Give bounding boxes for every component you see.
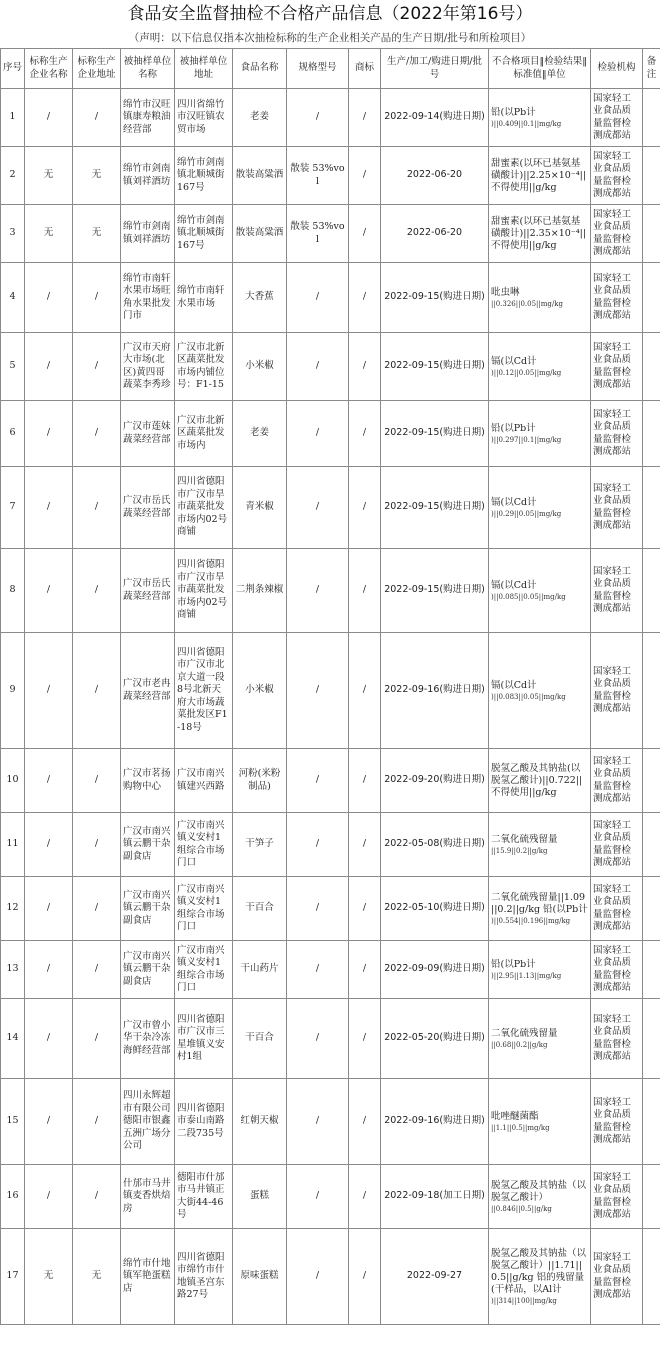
result-values: )||0.12||0.05||mg/kg: [491, 368, 562, 377]
cell-spec: 散装 53%vol: [287, 205, 349, 263]
result-item: 吡虫啉: [491, 286, 520, 298]
cell-result: [489, 549, 591, 633]
cell-note: [643, 401, 660, 467]
result-values: )||2.95||1.13||mg/kg: [491, 971, 562, 980]
cell-no: 17: [1, 1229, 25, 1325]
cell-brand: /: [349, 205, 381, 263]
cell-mfr: /: [25, 877, 73, 941]
cell-lab: 国家轻工业食品质量监督检测成都站: [591, 333, 643, 401]
cell-unit-addr: 广汉市南兴镇义安村1组综合市场门口: [175, 941, 233, 999]
cell-lab: 国家轻工业食品质量监督检测成都站: [591, 1079, 643, 1165]
table-row: [1, 333, 660, 401]
cell-brand: /: [349, 749, 381, 813]
result-item: 镉(以Cd计: [491, 579, 537, 591]
cell-mfr-addr: /: [73, 549, 121, 633]
cell-brand: /: [349, 1079, 381, 1165]
cell-food: 二荆条辣椒: [233, 549, 287, 633]
cell-lab: 国家轻工业食品质量监督检测成都站: [591, 205, 643, 263]
cell-brand: /: [349, 1165, 381, 1229]
cell-date: 2022-09-16(购进日期): [381, 1079, 489, 1165]
result-values: )||0.297||0.1||mg/kg: [491, 435, 562, 444]
result-item: 吡唑醚菌酯: [491, 1110, 539, 1122]
cell-food: 红朝天椒: [233, 1079, 287, 1165]
cell-note: [643, 1229, 660, 1325]
cell-result: [489, 1079, 591, 1165]
cell-note: [643, 205, 660, 263]
page-title: 食品安全监督抽检不合格产品信息（2022年第16号）: [127, 4, 533, 24]
cell-mfr: /: [25, 1165, 73, 1229]
result-item: 镉(以Cd计: [491, 496, 537, 508]
result-item: 铅(以Pb计: [491, 106, 536, 118]
cell-mfr: /: [25, 749, 73, 813]
result-values: ||0.846||0.5||g/kg: [491, 1204, 552, 1213]
table-row: [1, 999, 660, 1079]
cell-unit-addr: 绵竹市南轩水果市场: [175, 263, 233, 333]
cell-spec: /: [287, 549, 349, 633]
cell-brand: /: [349, 941, 381, 999]
table-row: [1, 813, 660, 877]
cell-note: [643, 549, 660, 633]
cell-food: 河粉(米粉制品): [233, 749, 287, 813]
cell-result: [489, 89, 591, 147]
cell-no: 7: [1, 467, 25, 549]
table-row: [1, 401, 660, 467]
cell-unit-addr: 四川省德阳市泰山南路二段735号: [175, 1079, 233, 1165]
cell-note: [643, 147, 660, 205]
cell-no: 10: [1, 749, 25, 813]
cell-note: [643, 813, 660, 877]
cell-unit: 四川永辉超市有限公司德阳市银鑫五洲广场分公司: [121, 1079, 175, 1165]
cell-brand: /: [349, 877, 381, 941]
table-row: [1, 1229, 660, 1325]
table-row: [1, 147, 660, 205]
result-values: )||0.083||0.05||mg/kg: [491, 692, 566, 701]
cell-mfr-addr: /: [73, 749, 121, 813]
col-header-mfr: 标称生产企业名称: [25, 49, 73, 89]
result-item: 脱氢乙酸及其钠盐(以脱氢乙酸计)||0.722||不得使用||g/kg: [491, 762, 583, 798]
cell-no: 15: [1, 1079, 25, 1165]
col-header-no: 序号: [1, 49, 25, 89]
cell-note: [643, 467, 660, 549]
col-header-brand: 商标: [349, 49, 381, 89]
cell-unit: 广汉市南兴镇云鹏干杂副食店: [121, 813, 175, 877]
cell-unit-addr: 四川省德阳市广汉市旱市蔬菜批发市场内02号商铺: [175, 467, 233, 549]
cell-date: 2022-09-15(购进日期): [381, 263, 489, 333]
cell-spec: /: [287, 401, 349, 467]
cell-mfr-addr: /: [73, 89, 121, 147]
cell-unit-addr: 四川省德阳市广汉市三星堆镇义安村1组: [175, 999, 233, 1079]
cell-result: [489, 147, 591, 205]
cell-result: [489, 749, 591, 813]
cell-note: [643, 877, 660, 941]
cell-food: 干百合: [233, 877, 287, 941]
cell-no: 2: [1, 147, 25, 205]
table-body: [1, 89, 660, 1325]
cell-spec: 散装 53%vol: [287, 147, 349, 205]
cell-lab: 国家轻工业食品质量监督检测成都站: [591, 1229, 643, 1325]
cell-lab: 国家轻工业食品质量监督检测成都站: [591, 549, 643, 633]
table-row: [1, 749, 660, 813]
cell-brand: /: [349, 401, 381, 467]
cell-food: 干笋子: [233, 813, 287, 877]
cell-mfr: 无: [25, 205, 73, 263]
cell-spec: /: [287, 333, 349, 401]
cell-mfr: 无: [25, 147, 73, 205]
cell-mfr-addr: 无: [73, 1229, 121, 1325]
cell-no: 12: [1, 877, 25, 941]
cell-no: 4: [1, 263, 25, 333]
cell-unit: 绵竹市剑南镇刘祥酒坊: [121, 205, 175, 263]
cell-mfr: /: [25, 1079, 73, 1165]
cell-result: [489, 813, 591, 877]
cell-date: 2022-09-27: [381, 1229, 489, 1325]
cell-food: 老姜: [233, 89, 287, 147]
cell-lab: 国家轻工业食品质量监督检测成都站: [591, 999, 643, 1079]
cell-brand: /: [349, 633, 381, 749]
cell-brand: /: [349, 263, 381, 333]
cell-unit: 什邡市马井镇麦香烘焙房: [121, 1165, 175, 1229]
cell-brand: /: [349, 147, 381, 205]
cell-food: 老姜: [233, 401, 287, 467]
cell-no: 9: [1, 633, 25, 749]
cell-mfr-addr: /: [73, 941, 121, 999]
cell-result: [489, 877, 591, 941]
cell-mfr-addr: /: [73, 633, 121, 749]
cell-unit: 广汉市南兴镇云鹏干杂副食店: [121, 941, 175, 999]
cell-food: 干山药片: [233, 941, 287, 999]
cell-mfr: /: [25, 813, 73, 877]
cell-result: [489, 999, 591, 1079]
cell-spec: /: [287, 467, 349, 549]
col-header-food: 食品名称: [233, 49, 287, 89]
cell-food: 散装高粱酒: [233, 147, 287, 205]
cell-result: [489, 941, 591, 999]
cell-date: 2022-09-18(加工日期): [381, 1165, 489, 1229]
cell-spec: /: [287, 877, 349, 941]
cell-mfr-addr: /: [73, 877, 121, 941]
result-item: 二氧化硫残留量: [491, 833, 558, 845]
cell-unit: 广汉市老冉蔬菜经营部: [121, 633, 175, 749]
cell-no: 6: [1, 401, 25, 467]
cell-food: 大香蕉: [233, 263, 287, 333]
results-table: [0, 48, 660, 1325]
cell-unit: 绵竹市南轩水果市场旺角水果批发门市: [121, 263, 175, 333]
table-row: [1, 877, 660, 941]
cell-unit: 广汉市曾小华干杂冷冻海鲜经营部: [121, 999, 175, 1079]
cell-no: 5: [1, 333, 25, 401]
result-values: ||1.1||0.5||mg/kg: [491, 1123, 550, 1132]
table-header-row: [1, 49, 660, 89]
cell-brand: /: [349, 813, 381, 877]
table-row: [1, 1165, 660, 1229]
cell-lab: 国家轻工业食品质量监督检测成都站: [591, 1165, 643, 1229]
col-header-spec: 规格型号: [287, 49, 349, 89]
cell-unit: 绵竹市汉旺镇康寿粮油经营部: [121, 89, 175, 147]
cell-spec: /: [287, 633, 349, 749]
cell-result: [489, 205, 591, 263]
cell-lab: 国家轻工业食品质量监督检测成都站: [591, 941, 643, 999]
cell-lab: 国家轻工业食品质量监督检测成都站: [591, 401, 643, 467]
cell-date: 2022-05-20(购进日期): [381, 999, 489, 1079]
cell-unit: 广汉市莲妹蔬菜经营部: [121, 401, 175, 467]
cell-brand: /: [349, 999, 381, 1079]
cell-unit-addr: 四川省德阳市广汉市北京大道一段8号北新天府大市场蔬菜批发区F1-18号: [175, 633, 233, 749]
cell-lab: 国家轻工业食品质量监督检测成都站: [591, 749, 643, 813]
cell-mfr-addr: /: [73, 1165, 121, 1229]
cell-lab: 国家轻工业食品质量监督检测成都站: [591, 467, 643, 549]
col-header-lab: 检验机构: [591, 49, 643, 89]
cell-mfr: /: [25, 467, 73, 549]
cell-spec: /: [287, 89, 349, 147]
result-item: 甜蜜素(以环已基氨基磺酸计)||2.35×10⁻⁴||不得使用||g/kg: [491, 215, 587, 251]
cell-mfr: /: [25, 633, 73, 749]
result-values: )||0.409||0.1||mg/kg: [491, 119, 562, 128]
cell-food: 青米椒: [233, 467, 287, 549]
cell-date: 2022-09-15(购进日期): [381, 401, 489, 467]
cell-note: [643, 1165, 660, 1229]
cell-unit-addr: 广汉市南兴镇义安村1组综合市场门口: [175, 877, 233, 941]
cell-note: [643, 999, 660, 1079]
cell-unit: 广汉市岳氏蔬菜经营部: [121, 549, 175, 633]
cell-mfr: /: [25, 263, 73, 333]
cell-no: 1: [1, 89, 25, 147]
cell-mfr: /: [25, 89, 73, 147]
cell-spec: /: [287, 1165, 349, 1229]
cell-date: 2022-09-15(购进日期): [381, 467, 489, 549]
cell-food: 原味蛋糕: [233, 1229, 287, 1325]
cell-date: 2022-05-08(购进日期): [381, 813, 489, 877]
cell-mfr: /: [25, 333, 73, 401]
cell-lab: 国家轻工业食品质量监督检测成都站: [591, 147, 643, 205]
cell-unit-addr: 广汉市北新区蔬菜批发市场内铺位号：F1-15: [175, 333, 233, 401]
table-row: [1, 941, 660, 999]
cell-lab: 国家轻工业食品质量监督检测成都站: [591, 263, 643, 333]
table-row: [1, 89, 660, 147]
cell-result: [489, 467, 591, 549]
cell-no: 16: [1, 1165, 25, 1229]
result-item: 二氧化硫残留量||1.09||0.2||g/kg 铅(以Pb计: [491, 891, 588, 915]
cell-lab: 国家轻工业食品质量监督检测成都站: [591, 813, 643, 877]
cell-note: [643, 749, 660, 813]
result-values: )||0.554||0.196||mg/kg: [491, 916, 571, 925]
cell-mfr-addr: 无: [73, 205, 121, 263]
result-item: 甜蜜素(以环已基氨基磺酸计)||2.25×10⁻⁴||不得使用||g/kg: [491, 157, 587, 193]
cell-mfr-addr: /: [73, 467, 121, 549]
cell-date: 2022-09-15(购进日期): [381, 549, 489, 633]
cell-no: 8: [1, 549, 25, 633]
cell-spec: /: [287, 1079, 349, 1165]
cell-lab: 国家轻工业食品质量监督检测成都站: [591, 633, 643, 749]
cell-unit-addr: 四川省德阳市广汉市旱市蔬菜批发市场内02号商铺: [175, 549, 233, 633]
result-values: )||0.29||0.05||mg/kg: [491, 509, 562, 518]
cell-unit-addr: 四川省绵竹市汉旺镇农贸市场: [175, 89, 233, 147]
cell-mfr-addr: /: [73, 1079, 121, 1165]
cell-spec: /: [287, 813, 349, 877]
cell-lab: 国家轻工业食品质量监督检测成都站: [591, 89, 643, 147]
cell-food: 小米椒: [233, 333, 287, 401]
col-header-note: 备注: [643, 49, 660, 89]
cell-mfr-addr: /: [73, 333, 121, 401]
cell-result: [489, 1229, 591, 1325]
cell-unit-addr: 绵竹市剑南镇北顺城街167号: [175, 205, 233, 263]
cell-unit: 广汉市岳氏蔬菜经营部: [121, 467, 175, 549]
cell-result: [489, 333, 591, 401]
cell-brand: /: [349, 333, 381, 401]
cell-date: 2022-05-10(购进日期): [381, 877, 489, 941]
cell-date: 2022-06-20: [381, 205, 489, 263]
result-values: ||15.9||0.2||g/kg: [491, 846, 548, 855]
cell-no: 14: [1, 999, 25, 1079]
table-row: [1, 633, 660, 749]
cell-unit-addr: 绵竹市剑南镇北顺城街167号: [175, 147, 233, 205]
table-row: [1, 205, 660, 263]
cell-mfr-addr: /: [73, 401, 121, 467]
result-item: 镉(以Cd计: [491, 355, 537, 367]
result-values: ||0.68||0.2||g/kg: [491, 1040, 548, 1049]
table-row: [1, 467, 660, 549]
cell-food: 小米椒: [233, 633, 287, 749]
table-row: [1, 1079, 660, 1165]
cell-spec: /: [287, 999, 349, 1079]
disclaimer: （声明：以下信息仅指本次抽检标称的生产企业相关产品的生产日期/批号和所检项目）: [128, 32, 532, 44]
cell-note: [643, 633, 660, 749]
cell-no: 11: [1, 813, 25, 877]
cell-mfr-addr: /: [73, 263, 121, 333]
cell-no: 3: [1, 205, 25, 263]
col-header-mfr-addr: 标称生产企业地址: [73, 49, 121, 89]
cell-brand: /: [349, 1229, 381, 1325]
cell-mfr: /: [25, 549, 73, 633]
cell-spec: /: [287, 1229, 349, 1325]
cell-food: 蛋糕: [233, 1165, 287, 1229]
cell-result: [489, 263, 591, 333]
result-item: 铅(以Pb计: [491, 958, 536, 970]
cell-note: [643, 333, 660, 401]
cell-unit: 绵竹市剑南镇刘祥酒坊: [121, 147, 175, 205]
cell-note: [643, 1079, 660, 1165]
cell-unit: 广汉市茗扬购物中心: [121, 749, 175, 813]
cell-unit-addr: 德阳市什邡市马井镇正大街44-46号: [175, 1165, 233, 1229]
table-row: [1, 549, 660, 633]
cell-no: 13: [1, 941, 25, 999]
cell-unit: 绵竹市什地镇军艳蛋糕店: [121, 1229, 175, 1325]
cell-spec: /: [287, 941, 349, 999]
cell-unit-addr: 广汉市北新区蔬菜批发市场内: [175, 401, 233, 467]
cell-mfr: /: [25, 999, 73, 1079]
result-values: ||0.326||0.05||mg/kg: [491, 299, 563, 308]
cell-unit: 广汉市南兴镇云鹏干杂副食店: [121, 877, 175, 941]
result-item: 脱氢乙酸及其钠盐（以脱氢乙酸计）: [491, 1179, 587, 1203]
result-item: 二氧化硫残留量: [491, 1027, 558, 1039]
cell-result: [489, 633, 591, 749]
cell-date: 2022-09-20(购进日期): [381, 749, 489, 813]
cell-result: [489, 1165, 591, 1229]
cell-mfr-addr: 无: [73, 147, 121, 205]
cell-date: 2022-09-09(购进日期): [381, 941, 489, 999]
cell-note: [643, 89, 660, 147]
result-values: )||0.085||0.05||mg/kg: [491, 592, 566, 601]
cell-result: [489, 401, 591, 467]
result-item: 铅(以Pb计: [491, 422, 536, 434]
cell-date: 2022-09-16(购进日期): [381, 633, 489, 749]
cell-unit: 广汉市天府大市场(北区)黄四哥蔬菜李秀珍: [121, 333, 175, 401]
cell-lab: 国家轻工业食品质量监督检测成都站: [591, 877, 643, 941]
col-header-unit: 被抽样单位名称: [121, 49, 175, 89]
cell-spec: /: [287, 263, 349, 333]
result-item: 脱氢乙酸及其钠盐（以脱氢乙酸计）||1.71||0.5||g/kg 铝的残留量(干样品，以Al计: [491, 1247, 587, 1295]
cell-food: 干百合: [233, 999, 287, 1079]
cell-brand: /: [349, 89, 381, 147]
cell-brand: /: [349, 549, 381, 633]
cell-mfr: 无: [25, 1229, 73, 1325]
cell-unit-addr: 广汉市南兴镇义安村1组综合市场门口: [175, 813, 233, 877]
cell-note: [643, 263, 660, 333]
cell-unit-addr: 广汉市南兴镇建兴西路: [175, 749, 233, 813]
cell-food: 散装高粱酒: [233, 205, 287, 263]
cell-mfr: /: [25, 941, 73, 999]
cell-brand: /: [349, 467, 381, 549]
cell-mfr-addr: /: [73, 999, 121, 1079]
cell-date: 2022-09-14(购进日期): [381, 89, 489, 147]
cell-note: [643, 941, 660, 999]
cell-unit-addr: 四川省德阳市绵竹市什地镇圣宫东路27号: [175, 1229, 233, 1325]
col-header-unit-addr: 被抽样单位地址: [175, 49, 233, 89]
col-header-date: 生产/加工/购进日期/批号: [381, 49, 489, 89]
col-header-result: 不合格项目‖检验结果‖标准值‖单位: [489, 49, 591, 89]
result-item: 镉(以Cd计: [491, 679, 537, 691]
cell-spec: /: [287, 749, 349, 813]
table-row: [1, 263, 660, 333]
cell-mfr-addr: /: [73, 813, 121, 877]
cell-date: 2022-09-15(购进日期): [381, 333, 489, 401]
cell-date: 2022-06-20: [381, 147, 489, 205]
cell-mfr: /: [25, 401, 73, 467]
result-values: )||314||100||mg/kg: [491, 1296, 557, 1305]
